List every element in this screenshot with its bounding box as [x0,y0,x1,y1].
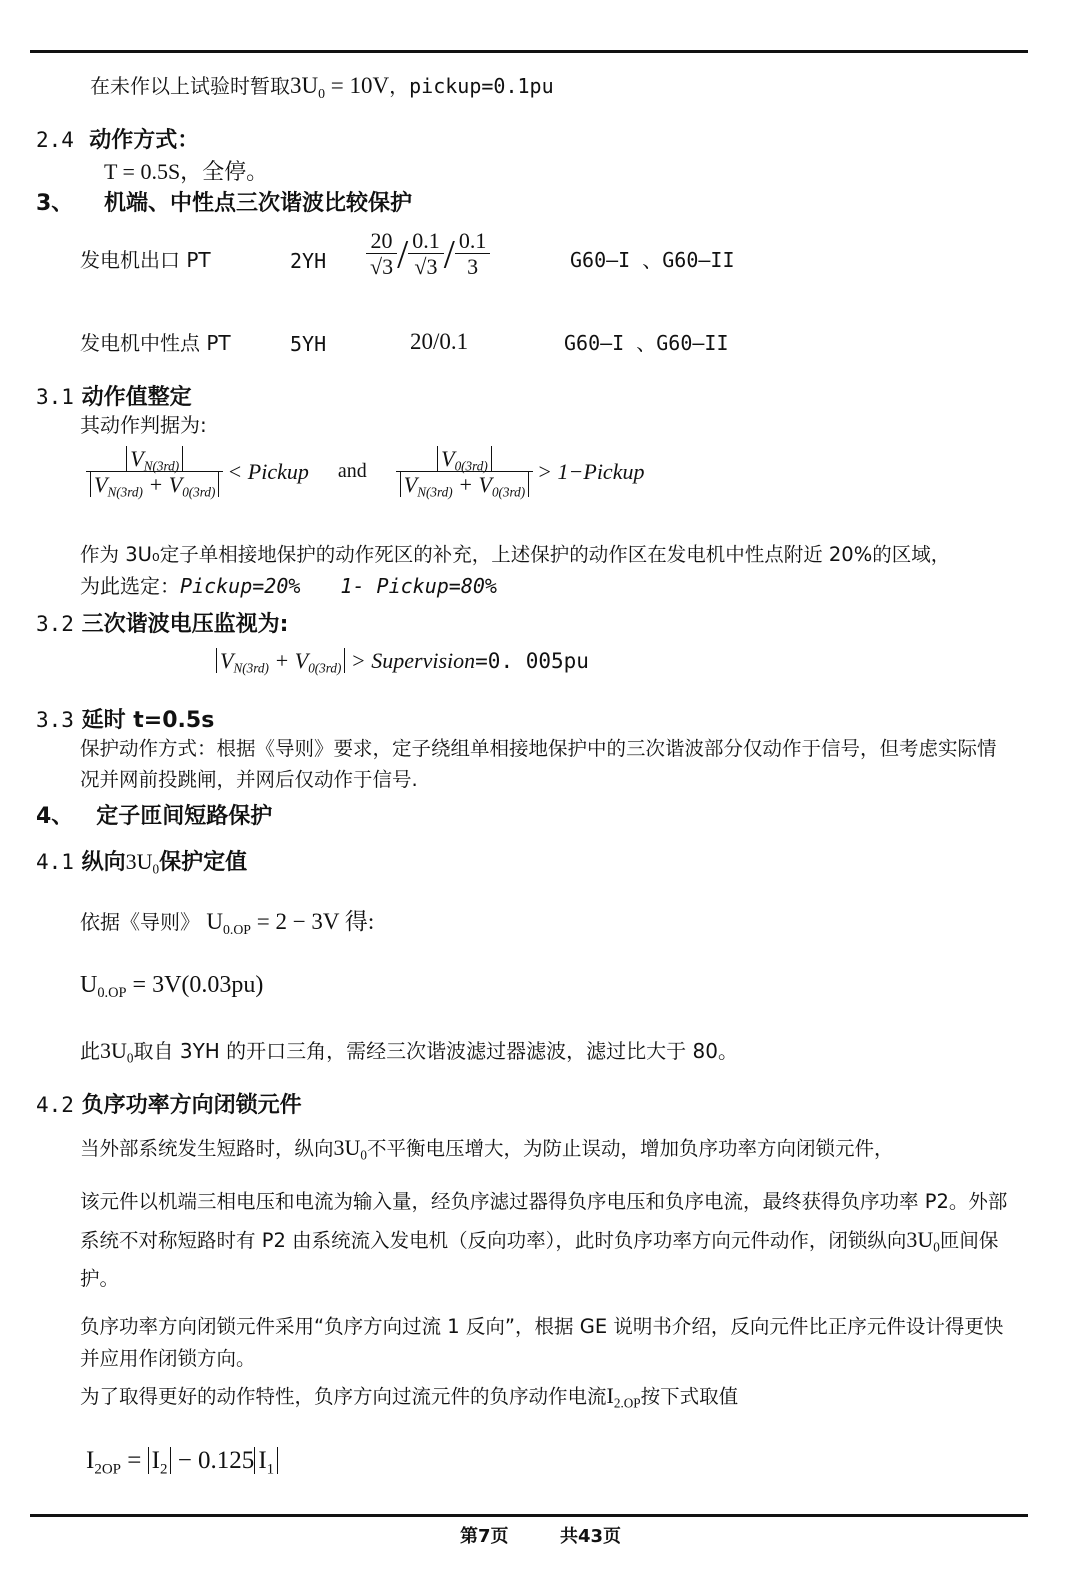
pt-row-1-label: 发电机出口 PT [80,248,211,272]
top-note: 在未作以上试验时暂取$3U_0 = 10V$，pickup=0.1pu [90,73,554,101]
page-number: 第7页 [460,1526,509,1547]
pt-row-2-ratio: 20/0.1 [410,329,469,354]
section-4-1-source: 此$3U_0$取自 3YH 的开口三角，需经三次谐波滤过器滤波，滤过比大于 80。 [80,1038,738,1066]
pt-row-2-code: 5YH [290,332,327,356]
criterion-fraction-2: $\frac{V_{0(3rd)}}{V_{N(3rd)} + V_{0(3rd)}}$ [396,446,533,498]
criterion-formula: $\frac{V_{N(3rd)}}{V_{N(3rd)} + V_{0(3rd)}}$ < Pickup and $\frac{V_{0(3rd)}}{V_{N(3rd)} + V_{0(3rd)}}$ > 1−Pickup [86,446,644,498]
section-2-4-heading: 2.4 动作方式： [36,128,200,153]
section-4-2-para-3: 负序功率方向闭锁元件采用“负序方向过流 1 反向”，根据 GE 说明书介绍，反向元件比正序元件设计得更快并应用作闭锁方向。 [80,1315,1004,1370]
pt-row-2-elements: G60—I 、G60—II [564,331,729,355]
header-rule [30,50,1028,53]
section-4-1-equation: $U_{0.OP} = 3V(0.03pu)$ [80,972,264,1002]
section-4-1-heading: 4.1 纵向$3U_0$保护定值 [36,849,248,877]
footer-rule [30,1514,1028,1517]
section-4-heading: 4、 定子匝间短路保护 [36,804,273,829]
section-3-1-para: 作为 3U₀定子单相接地保护的动作死区的补充，上述保护的动作区在发电机中性点附近 20%的区域， [80,543,951,566]
section-2-4-line: T = 0.5S，全停。 [104,159,269,184]
section-3-heading: 3、 机端、中性点三次谐波比较保护 [36,191,412,216]
section-3-3-heading: 3.3 延时 t=0.5s [36,708,215,733]
section-4-2-heading: 4.2 负序功率方向闭锁元件 [36,1093,302,1118]
pt-row-2-label: 发电机中性点 PT [80,331,231,355]
section-3-3-para: 保护动作方式：根据《导则》要求，定子绕组单相接地保护中的三次谐波部分仅动作于信号，但考虑实际情况并网前投跳闸，并网后仅动作于信号. [80,737,997,791]
pt-row-1-elements: G60—I 、G60—II [570,248,735,272]
criterion-fraction-1: $\frac{V_{N(3rd)}}{V_{N(3rd)} + V_{0(3rd)}}$ [86,446,223,498]
section-3-1-setting: 为此选定：Pickup=20% 1- Pickup=80% [80,574,497,598]
negative-sequence-equation: $I_{2OP} = I_2 - 0.125$ $I_1$ [86,1447,278,1475]
section-4-2-para-2: 该元件以机端三相电压和电流为输入量，经负序滤过器得负序电压和负序电流，最终获得负序功率 P2。外部系统不对称短路时有 P2 由系统流入发电机（反向功率），此时负序功率方向元件动作，闭锁纵向$3U_0$匝间保护。 [80,1190,1008,1290]
section-3-1-intro: 其动作判据为: [80,413,207,437]
section-4-1-basis: 依据《导则》 $U_{0.OP} = 2 - 3V$ 得: [80,909,375,937]
pt-row-1-code: 2YH [290,249,327,273]
pt-row-1-ratio: $\frac{20}{√3}$ / $\frac{0.1}{√3}$ / $\frac{0.1}{3}$ [366,228,490,280]
page-total: 共43页 [560,1526,622,1547]
section-3-1-heading: 3.1 动作值整定 [36,385,192,410]
section-4-2-para-1: 当外部系统发生短路时，纵向$3U_0$不平衡电压增大，为防止误动，增加负序功率方向闭锁元件， [80,1135,894,1163]
section-4-2-para-4: 为了取得更好的动作特性，负序方向过流元件的负序动作电流$I_{2.OP}$按下式取值 [80,1383,739,1411]
section-3-2-heading: 3.2 三次谐波电压监视为: [36,612,289,637]
supervision-formula: $V_{N(3rd)} + V_{0(3rd)}$ > Supervision=0. 005pu [216,648,589,674]
